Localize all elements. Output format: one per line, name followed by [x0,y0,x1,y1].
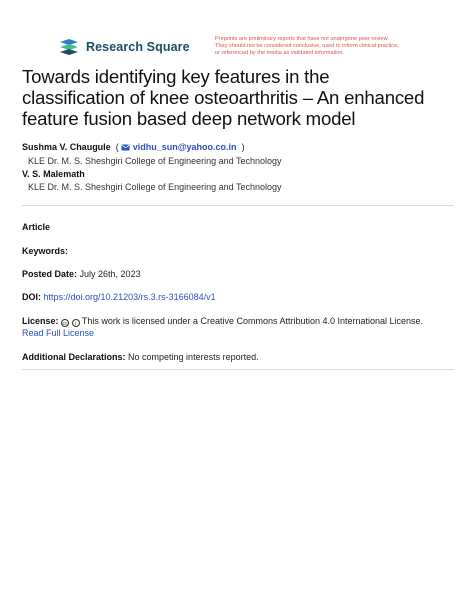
divider [22,369,454,370]
mail-icon [121,142,130,155]
doi-label: DOI: [22,292,41,302]
creative-commons-icon: cc [62,321,68,327]
author-email-link[interactable]: vidhu_sun@yahoo.co.in [132,142,237,152]
author-name: Sushma V. Chaugule [22,142,111,152]
keywords-label: Keywords: [22,246,69,256]
author-list [22,141,462,194]
open-paren: ( [113,142,119,152]
research-square-logo-icon [58,38,80,56]
attribution-icon: i [72,319,80,327]
author-entry [22,141,462,155]
author-affiliation: KLE Dr. M. S. Sheshgiri College of Engineering and Technology [28,156,282,166]
declarations-value: No competing interests reported. [128,352,259,362]
posted-date-row [22,268,141,280]
read-full-license-link[interactable]: Read Full License [22,328,95,338]
article-type [22,221,50,233]
declarations-label: Additional Declarations: [22,352,126,362]
article-label: Article [22,222,51,232]
preprint-notice [215,36,455,57]
notice-line: They should not be considered conclusive, used to inform clinical practice, [215,43,399,49]
author-affiliation: KLE Dr. M. S. Sheshgiri College of Engineering and Technology [28,182,282,192]
license-text: This work is licensed under a Creative Commons Attribution 4.0 International License. [81,316,424,326]
author-entry [22,168,462,181]
title-line: classification of knee osteoarthritis – An enhanced [22,87,425,108]
notice-line: Preprints are preliminary reports that have not undergone peer review. [215,36,389,42]
posted-date-value: July 26th, 2023 [79,269,141,279]
keywords-row [22,245,68,257]
posted-date-label: Posted Date: [22,269,78,279]
author-name: V. S. Malemath [22,169,85,179]
title-line: feature fusion based deep network model [22,108,356,129]
license-row [22,315,462,339]
logo-text: Research Square [86,40,190,54]
license-label: License: [22,316,59,326]
research-square-logo[interactable] [58,38,190,56]
notice-line: or referenced by the media as validated information. [215,50,345,56]
doi-link[interactable]: https://doi.org/10.21203/rs.3.rs-3166084/v1 [43,292,216,302]
divider [22,205,454,206]
doi-row [22,291,216,303]
header [0,0,474,62]
paper-title [22,66,462,129]
declarations-row [22,351,259,363]
title-line: Towards identifying key features in the [22,66,330,87]
close-paren: ) [239,142,245,152]
